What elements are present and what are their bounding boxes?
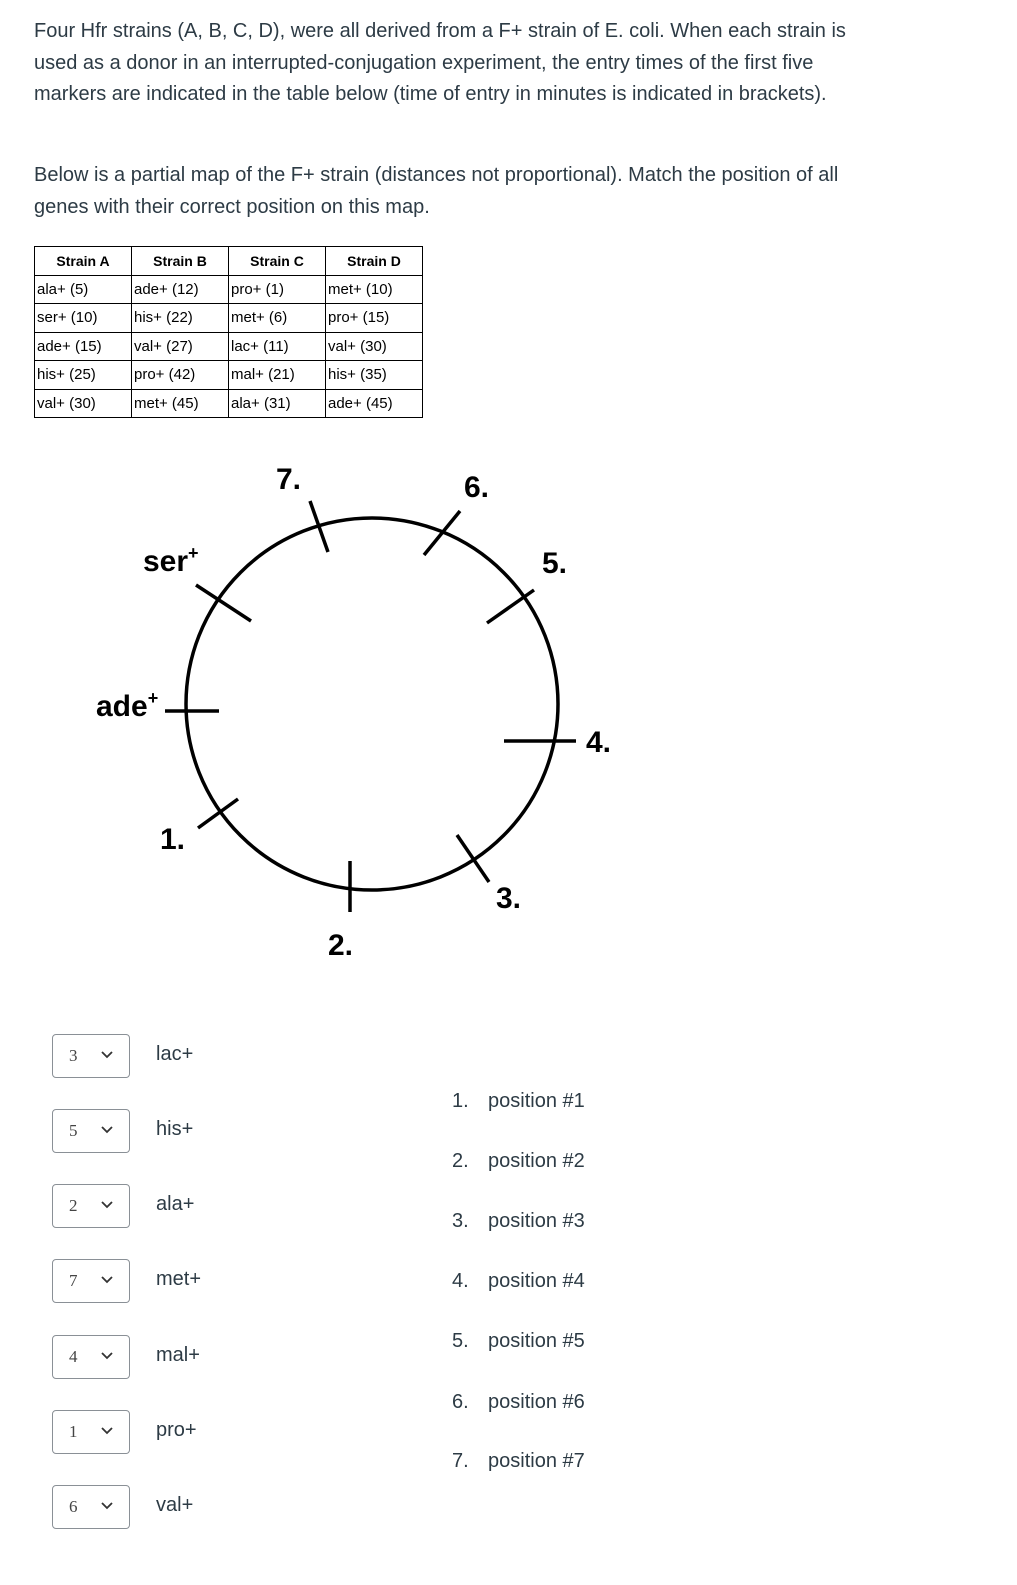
map-label-ade: ade+ (96, 688, 159, 723)
option-number: 6. (452, 1391, 469, 1413)
tick-pos5 (487, 590, 534, 623)
question-paragraph-1: Four Hfr strains (A, B, C, D), were all derived from a F+ strain of E. coli. When each strain is used as a donor in an interrupted-conjugation experiment, the entry times of the first five markers are indicated in the table below (time of entry in minutes is indicated in brackets). (34, 20, 846, 105)
tick-pos6 (424, 511, 460, 555)
table-header: Strain D (326, 247, 423, 276)
gene-label-pro: pro+ (156, 1419, 197, 1441)
table-row (35, 304, 423, 333)
map-label-pos1: 1. (160, 823, 186, 856)
chromosome-circle (186, 518, 558, 890)
map-label-pos4: 4. (586, 726, 612, 759)
option-item-6 (452, 1391, 585, 1414)
table-header: Strain B (132, 247, 229, 276)
option-number: 7. (452, 1450, 469, 1472)
chevron-down-icon (101, 1502, 113, 1510)
table-cell: pro+ (15) (326, 304, 423, 333)
position-select-met[interactable] (52, 1259, 130, 1303)
gene-label-met: met+ (156, 1268, 202, 1290)
table-row (35, 332, 423, 361)
table-cell: ade+ (45) (326, 389, 423, 418)
map-label-pos7: 7. (276, 463, 302, 496)
option-number: 1. (452, 1090, 469, 1112)
map-label-pos2: 2. (328, 929, 354, 962)
position-select-mal[interactable] (52, 1335, 130, 1379)
option-number: 2. (452, 1150, 469, 1172)
table-cell: ade+ (15) (35, 332, 132, 361)
option-label: position #6 (488, 1391, 585, 1413)
table-cell: val+ (30) (326, 332, 423, 361)
selected-value: 1 (69, 1422, 78, 1441)
table-cell: pro+ (42) (132, 361, 229, 390)
table-row (35, 361, 423, 390)
option-number: 5. (452, 1330, 469, 1352)
map-label-pos6: 6. (464, 471, 490, 504)
position-select-ala[interactable] (52, 1184, 130, 1228)
option-item-1 (452, 1090, 585, 1113)
option-number: 3. (452, 1210, 469, 1232)
table-cell: met+ (10) (326, 275, 423, 304)
table-cell: val+ (30) (35, 389, 132, 418)
position-select-lac[interactable] (52, 1034, 130, 1078)
table-header: Strain C (229, 247, 326, 276)
option-item-2 (452, 1150, 585, 1173)
table-cell: his+ (25) (35, 361, 132, 390)
table-cell: pro+ (1) (229, 275, 326, 304)
table-cell: lac+ (11) (229, 332, 326, 361)
position-select-val[interactable] (52, 1485, 130, 1529)
chevron-down-icon (101, 1352, 113, 1360)
option-item-5 (452, 1330, 585, 1353)
position-select-pro[interactable] (52, 1410, 130, 1454)
table-row (35, 389, 423, 418)
option-label: position #7 (488, 1450, 585, 1472)
table-cell: ala+ (5) (35, 275, 132, 304)
gene-label-his: his+ (156, 1118, 194, 1140)
table-cell: ala+ (31) (229, 389, 326, 418)
chevron-down-icon (101, 1427, 113, 1435)
table-cell: val+ (27) (132, 332, 229, 361)
option-label: position #5 (488, 1330, 585, 1352)
table-cell: ade+ (12) (132, 275, 229, 304)
map-label-pos5: 5. (542, 547, 568, 580)
option-label: position #2 (488, 1150, 585, 1172)
table-cell: ser+ (10) (35, 304, 132, 333)
selected-value: 7 (69, 1271, 78, 1290)
tick-pos1 (198, 799, 238, 828)
option-label: position #3 (488, 1210, 585, 1232)
table-cell: met+ (6) (229, 304, 326, 333)
gene-label-ala: ala+ (156, 1193, 195, 1215)
selected-value: 2 (69, 1196, 78, 1215)
chevron-down-icon (101, 1201, 113, 1209)
option-label: position #1 (488, 1090, 585, 1112)
option-number: 4. (452, 1270, 469, 1292)
option-item-7 (452, 1450, 585, 1473)
table-cell: his+ (35) (326, 361, 423, 390)
table-cell: met+ (45) (132, 389, 229, 418)
chevron-down-icon (101, 1126, 113, 1134)
selected-value: 4 (69, 1347, 78, 1366)
map-label-pos3: 3. (496, 882, 522, 915)
table-header-row (35, 247, 423, 276)
selected-value: 6 (69, 1497, 78, 1516)
option-label: position #4 (488, 1270, 585, 1292)
tick-pos3 (457, 835, 489, 882)
option-item-4 (452, 1270, 585, 1293)
chevron-down-icon (101, 1276, 113, 1284)
position-select-his[interactable] (52, 1109, 130, 1153)
table-cell: his+ (22) (132, 304, 229, 333)
map-label-ser: ser+ (143, 543, 199, 578)
table-row (35, 275, 423, 304)
gene-label-mal: mal+ (156, 1344, 200, 1366)
question-paragraph-2: Below is a partial map of the F+ strain (distances not proportional). Match the position of all genes with their correct position on this map. (34, 164, 839, 218)
selected-value: 3 (69, 1046, 78, 1065)
circular-gene-map (0, 430, 700, 970)
option-item-3 (452, 1210, 585, 1233)
table-cell: mal+ (21) (229, 361, 326, 390)
strain-table (34, 246, 423, 418)
chevron-down-icon (101, 1051, 113, 1059)
gene-label-lac: lac+ (156, 1043, 194, 1065)
selected-value: 5 (69, 1121, 78, 1140)
table-header: Strain A (35, 247, 132, 276)
gene-label-val: val+ (156, 1494, 194, 1516)
